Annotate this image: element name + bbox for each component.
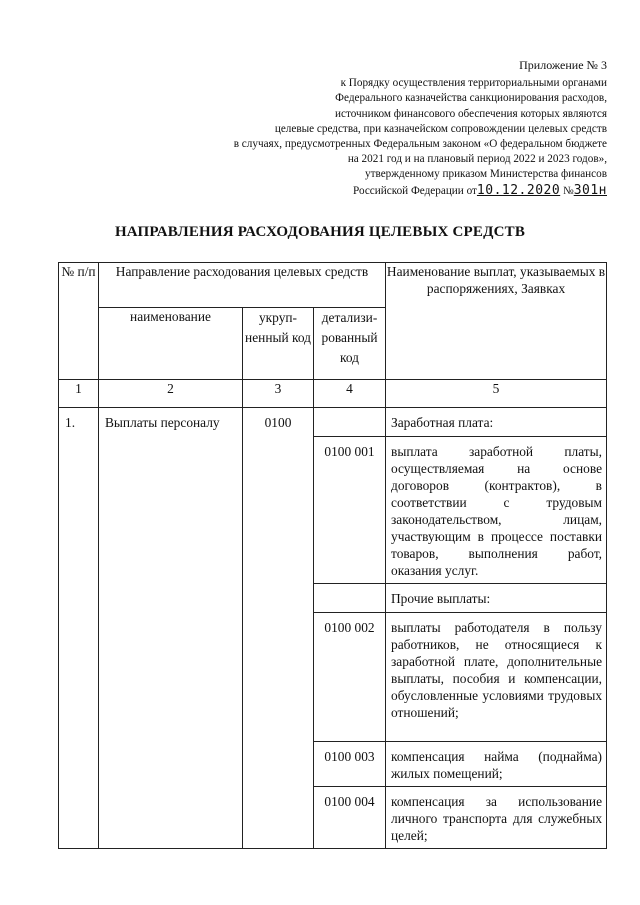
- index-cell: 4: [314, 380, 386, 408]
- payment-description: компенсация найма (поднайма) жилых помещений;: [386, 742, 607, 787]
- header-line: источником финансового обеспечения которых являются: [335, 107, 607, 120]
- header-direction: Направление расходования целевых средств: [99, 263, 386, 308]
- header-payments: Наименование выплат, указываемых в распоряжениях, Заявках: [386, 263, 607, 380]
- document-title: НАПРАВЛЕНИЯ РАСХОДОВАНИЯ ЦЕЛЕВЫХ СРЕДСТВ: [114, 224, 526, 240]
- header-order-prefix: Российской Федерации от: [353, 184, 477, 197]
- index-cell: 5: [386, 380, 607, 408]
- header-num: № п/п: [59, 263, 99, 380]
- table-row: [59, 408, 607, 437]
- header-order-line: [167, 183, 607, 199]
- order-number: 301н: [573, 182, 607, 198]
- detail-code: 0100 004: [314, 787, 386, 849]
- header-line: на 2021 год и на плановый период 2022 и 2023 годов»,: [347, 153, 607, 166]
- header-line: в случаях, предусмотренных Федеральным законом «О федеральном бюджете: [233, 138, 607, 151]
- order-number-sign: №: [563, 184, 574, 197]
- index-cell: 2: [99, 380, 243, 408]
- order-date: 10.12.2020: [476, 182, 561, 198]
- header-line: к Порядку осуществления территориальными органами: [340, 77, 607, 90]
- detail-code: 0100 003: [314, 742, 386, 787]
- group-name: Выплаты персоналу: [99, 408, 243, 849]
- header-line: Федерального казначейства санкционирования расходов,: [335, 92, 607, 105]
- payment-description: выплата заработной платы, осуществляемая на основе договоров (контрактов), в соответствии с трудовым законодательством, лицам, участвующим в процессе поставки товаров, выполнения работ, оказания услуг.: [386, 437, 607, 584]
- group-code: 0100: [243, 408, 314, 849]
- header-name: наименование: [99, 308, 243, 380]
- header-line: целевые средства, при казначейском сопровождении целевых средств: [274, 122, 607, 135]
- header-detailed-code: детализи-рованный код: [314, 308, 386, 380]
- detail-code: [314, 584, 386, 613]
- payment-description: выплаты работодателя в пользу работников, не относящиеся к заработной плате, дополнительные выплаты, пособия и компенсации, обусловленные условиями трудовых отношений;: [386, 613, 607, 742]
- payment-category: Заработная плата:: [386, 408, 607, 437]
- directions-table: [58, 262, 607, 849]
- header-line: утвержденному приказом Министерства финансов: [365, 168, 607, 181]
- detail-code: 0100 001: [314, 437, 386, 584]
- group-number: 1.: [59, 408, 99, 849]
- index-cell: 1: [59, 380, 99, 408]
- payment-description: компенсация за использование личного транспорта для служебных целей;: [386, 787, 607, 849]
- detail-code: 0100 002: [314, 613, 386, 742]
- index-cell: 3: [243, 380, 314, 408]
- table-index-row: [59, 380, 607, 408]
- appendix-number: Приложение № 3: [519, 58, 607, 72]
- table-header-row: [59, 263, 607, 308]
- detail-code: [314, 408, 386, 437]
- header-aggregated-code: укруп-ненный код: [243, 308, 314, 380]
- appendix-header: [167, 58, 607, 199]
- payment-category: Прочие выплаты:: [386, 584, 607, 613]
